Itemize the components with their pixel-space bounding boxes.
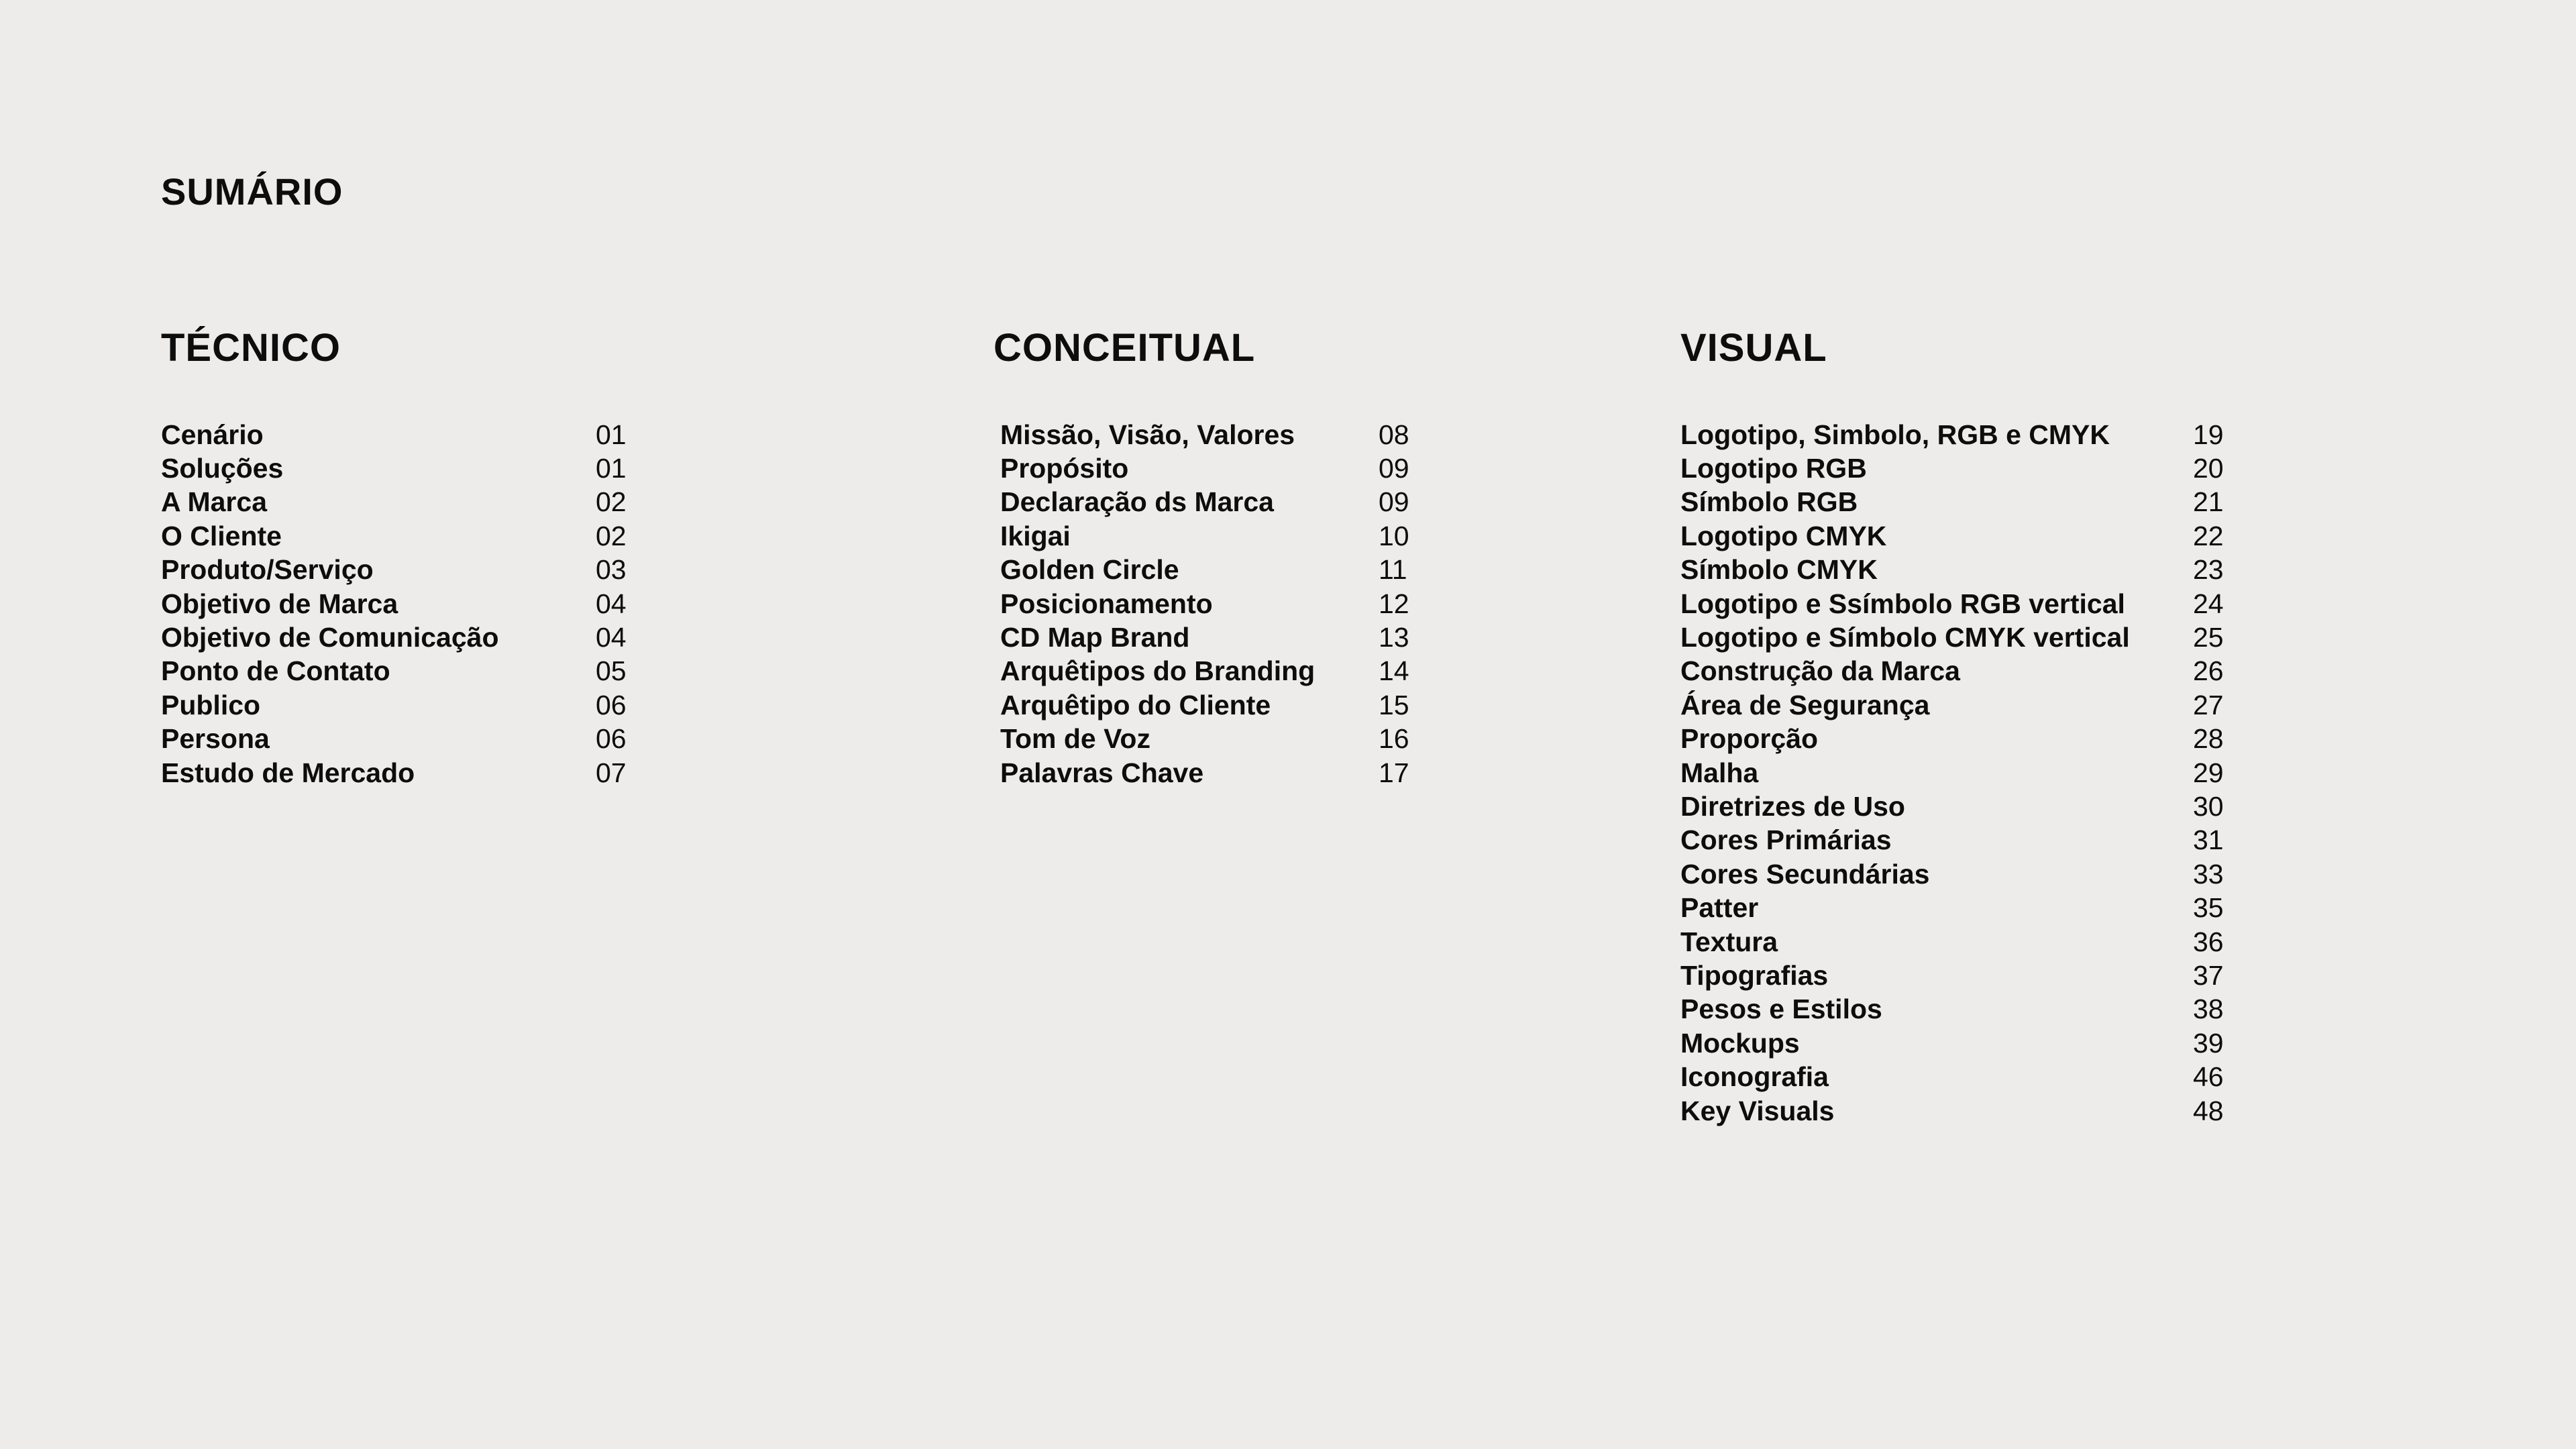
toc-entry-page-number: 36 <box>2193 926 2224 957</box>
toc-entry-page-number: 01 <box>596 419 627 450</box>
toc-entry-page-number: 10 <box>1379 520 1409 551</box>
toc-entry <box>1680 587 2224 621</box>
toc-entry-label: Soluções <box>161 453 284 484</box>
toc-entry-page-number: 02 <box>596 486 627 518</box>
toc-entry <box>1000 418 1409 451</box>
toc-entry-page-number: 46 <box>2193 1061 2224 1093</box>
toc-entry <box>161 722 627 756</box>
toc-entry-label: Patter <box>1680 892 1759 924</box>
toc-entry <box>1680 959 2224 992</box>
toc-entry <box>1000 655 1409 688</box>
toc-entry-page-number: 24 <box>2193 588 2224 619</box>
toc-entry-label: Cenário <box>161 419 264 450</box>
toc-entry-page-number: 22 <box>2193 520 2224 551</box>
toc-entry-label: Objetivo de Comunicação <box>161 622 499 653</box>
toc-entry-page-number: 30 <box>2193 790 2224 822</box>
toc-entry <box>1680 925 2224 959</box>
toc-entry-label: A Marca <box>161 486 267 518</box>
toc-entry-label: Arquêtipo do Cliente <box>1000 689 1271 720</box>
toc-entry-page-number: 08 <box>1379 419 1409 450</box>
toc-entry-label: Logotipo e Ssímbolo RGB vertical <box>1680 588 2125 619</box>
toc-entry-label: Tom de Voz <box>1000 723 1150 755</box>
section-tecnico <box>161 326 627 790</box>
toc-entry-label: Símbolo RGB <box>1680 486 1858 518</box>
toc-entry-page-number: 12 <box>1379 588 1409 619</box>
toc-entry-page-number: 13 <box>1379 622 1409 653</box>
toc-entry-label: Proporção <box>1680 723 1819 755</box>
toc-entry <box>161 451 627 485</box>
section-heading-conceitual: CONCEITUAL <box>994 326 1256 370</box>
toc-entry <box>161 486 627 519</box>
toc-entry-label: Missão, Visão, Valores <box>1000 419 1295 450</box>
toc-entry-label: CD Map Brand <box>1000 622 1190 653</box>
toc-entry-page-number: 01 <box>596 453 627 484</box>
toc-entry <box>161 655 627 688</box>
toc-entry-page-number: 17 <box>1379 757 1409 788</box>
toc-entry-label: Publico <box>161 689 261 720</box>
toc-entry-page-number: 04 <box>596 622 627 653</box>
page-title: SUMÁRIO <box>161 170 343 213</box>
toc-entry-page-number: 09 <box>1379 486 1409 518</box>
toc-entry-label: Arquêtipos do Branding <box>1000 655 1316 687</box>
toc-entry <box>1680 688 2224 722</box>
toc-entry <box>161 553 627 587</box>
toc-entry-label: Pesos e Estilos <box>1680 994 1882 1025</box>
toc-entry-page-number: 20 <box>2193 453 2224 484</box>
section-heading-tecnico: TÉCNICO <box>161 326 341 370</box>
toc-entry <box>1680 418 2224 451</box>
toc-entry <box>1000 553 1409 587</box>
toc-entry <box>1680 891 2224 924</box>
toc-entry-page-number: 04 <box>596 588 627 619</box>
toc-entry-label: Objetivo de Marca <box>161 588 398 619</box>
toc-entry <box>1680 993 2224 1026</box>
toc-entry <box>1680 1060 2224 1093</box>
toc-entry-page-number: 11 <box>1379 554 1407 586</box>
toc-entry-label: Logotipo RGB <box>1680 453 1867 484</box>
toc-entry <box>161 418 627 451</box>
toc-entry-page-number: 15 <box>1379 689 1409 720</box>
toc-entry-label: Estudo de Mercado <box>161 757 415 788</box>
toc-entry <box>1000 621 1409 654</box>
toc-entry-page-number: 02 <box>596 520 627 551</box>
toc-entry <box>1680 655 2224 688</box>
toc-entry <box>1680 790 2224 823</box>
toc-entry-label: Iconografia <box>1680 1061 1829 1093</box>
toc-entry-page-number: 31 <box>2193 824 2224 856</box>
toc-entry <box>1000 486 1409 519</box>
toc-entry-label: O Cliente <box>161 520 282 551</box>
toc-entry <box>161 756 627 790</box>
toc-entry <box>1680 1026 2224 1060</box>
toc-entry-label: Key Visuals <box>1680 1095 1835 1126</box>
toc-entry <box>161 688 627 722</box>
toc-entry-label: Símbolo CMYK <box>1680 554 1878 586</box>
toc-entry <box>1680 722 2224 756</box>
toc-entry <box>1680 857 2224 891</box>
toc-list-tecnico <box>161 418 627 790</box>
toc-entry-page-number: 06 <box>596 689 627 720</box>
toc-entry <box>1000 756 1409 790</box>
toc-entry-label: Golden Circle <box>1000 554 1179 586</box>
section-conceitual <box>994 326 1409 790</box>
toc-entry-page-number: 23 <box>2193 554 2224 586</box>
toc-entry <box>1680 553 2224 587</box>
toc-entry-page-number: 09 <box>1379 453 1409 484</box>
toc-entry-page-number: 29 <box>2193 757 2224 788</box>
toc-entry-label: Produto/Serviço <box>161 554 374 586</box>
toc-entry-label: Logotipo, Simbolo, RGB e CMYK <box>1680 419 2110 450</box>
toc-entry-page-number: 26 <box>2193 655 2224 687</box>
toc-entry-label: Mockups <box>1680 1027 1800 1059</box>
toc-entry-label: Cores Secundárias <box>1680 858 1930 890</box>
toc-entry <box>1680 621 2224 654</box>
toc-entry <box>161 519 627 553</box>
toc-entry-label: Construção da Marca <box>1680 655 1960 687</box>
toc-entry-label: Palavras Chave <box>1000 757 1204 788</box>
toc-entry-page-number: 06 <box>596 723 627 755</box>
toc-entry-label: Tipografias <box>1680 959 1829 991</box>
toc-entry <box>1680 1094 2224 1128</box>
toc-entry-page-number: 21 <box>2193 486 2224 518</box>
toc-entry-label: Diretrizes de Uso <box>1680 790 1905 822</box>
toc-entry-label: Área de Segurança <box>1680 689 1930 720</box>
toc-entry-page-number: 33 <box>2193 858 2224 890</box>
toc-entry-page-number: 07 <box>596 757 627 788</box>
toc-entry-page-number: 28 <box>2193 723 2224 755</box>
toc-entry-label: Cores Primárias <box>1680 824 1892 856</box>
toc-entry-page-number: 05 <box>596 655 627 687</box>
toc-entry <box>1000 722 1409 756</box>
toc-entry-page-number: 14 <box>1379 655 1409 687</box>
toc-entry-page-number: 19 <box>2193 419 2224 450</box>
toc-list-visual <box>1680 418 2224 1128</box>
toc-entry-label: Ikigai <box>1000 520 1071 551</box>
toc-entry-label: Ponto de Contato <box>161 655 390 687</box>
toc-entry <box>1000 688 1409 722</box>
toc-entry <box>161 587 627 621</box>
section-visual <box>1680 326 2224 1128</box>
toc-entry-page-number: 38 <box>2193 994 2224 1025</box>
toc-entry-page-number: 03 <box>596 554 627 586</box>
toc-entry-page-number: 25 <box>2193 622 2224 653</box>
toc-entry-page-number: 16 <box>1379 723 1409 755</box>
toc-entry-label: Malha <box>1680 757 1759 788</box>
toc-entry <box>1680 451 2224 485</box>
toc-entry-page-number: 48 <box>2193 1095 2224 1126</box>
toc-list-conceitual <box>1000 418 1409 790</box>
toc-entry-page-number: 37 <box>2193 959 2224 991</box>
toc-entry <box>1000 519 1409 553</box>
section-heading-visual: VISUAL <box>1680 326 1827 370</box>
toc-entry <box>161 621 627 654</box>
toc-entry-page-number: 27 <box>2193 689 2224 720</box>
toc-entry <box>1680 756 2224 790</box>
toc-entry-label: Logotipo e Símbolo CMYK vertical <box>1680 622 2130 653</box>
toc-entry <box>1680 824 2224 857</box>
toc-entry-label: Declaração ds Marca <box>1000 486 1274 518</box>
toc-entry <box>1000 451 1409 485</box>
toc-entry <box>1680 486 2224 519</box>
toc-entry <box>1000 587 1409 621</box>
toc-entry-label: Propósito <box>1000 453 1129 484</box>
toc-entry-label: Persona <box>161 723 270 755</box>
toc-entry-label: Logotipo CMYK <box>1680 520 1887 551</box>
toc-entry-label: Posicionamento <box>1000 588 1213 619</box>
toc-entry-page-number: 39 <box>2193 1027 2224 1059</box>
toc-entry-label: Textura <box>1680 926 1778 957</box>
toc-entry-page-number: 35 <box>2193 892 2224 924</box>
toc-entry <box>1680 519 2224 553</box>
